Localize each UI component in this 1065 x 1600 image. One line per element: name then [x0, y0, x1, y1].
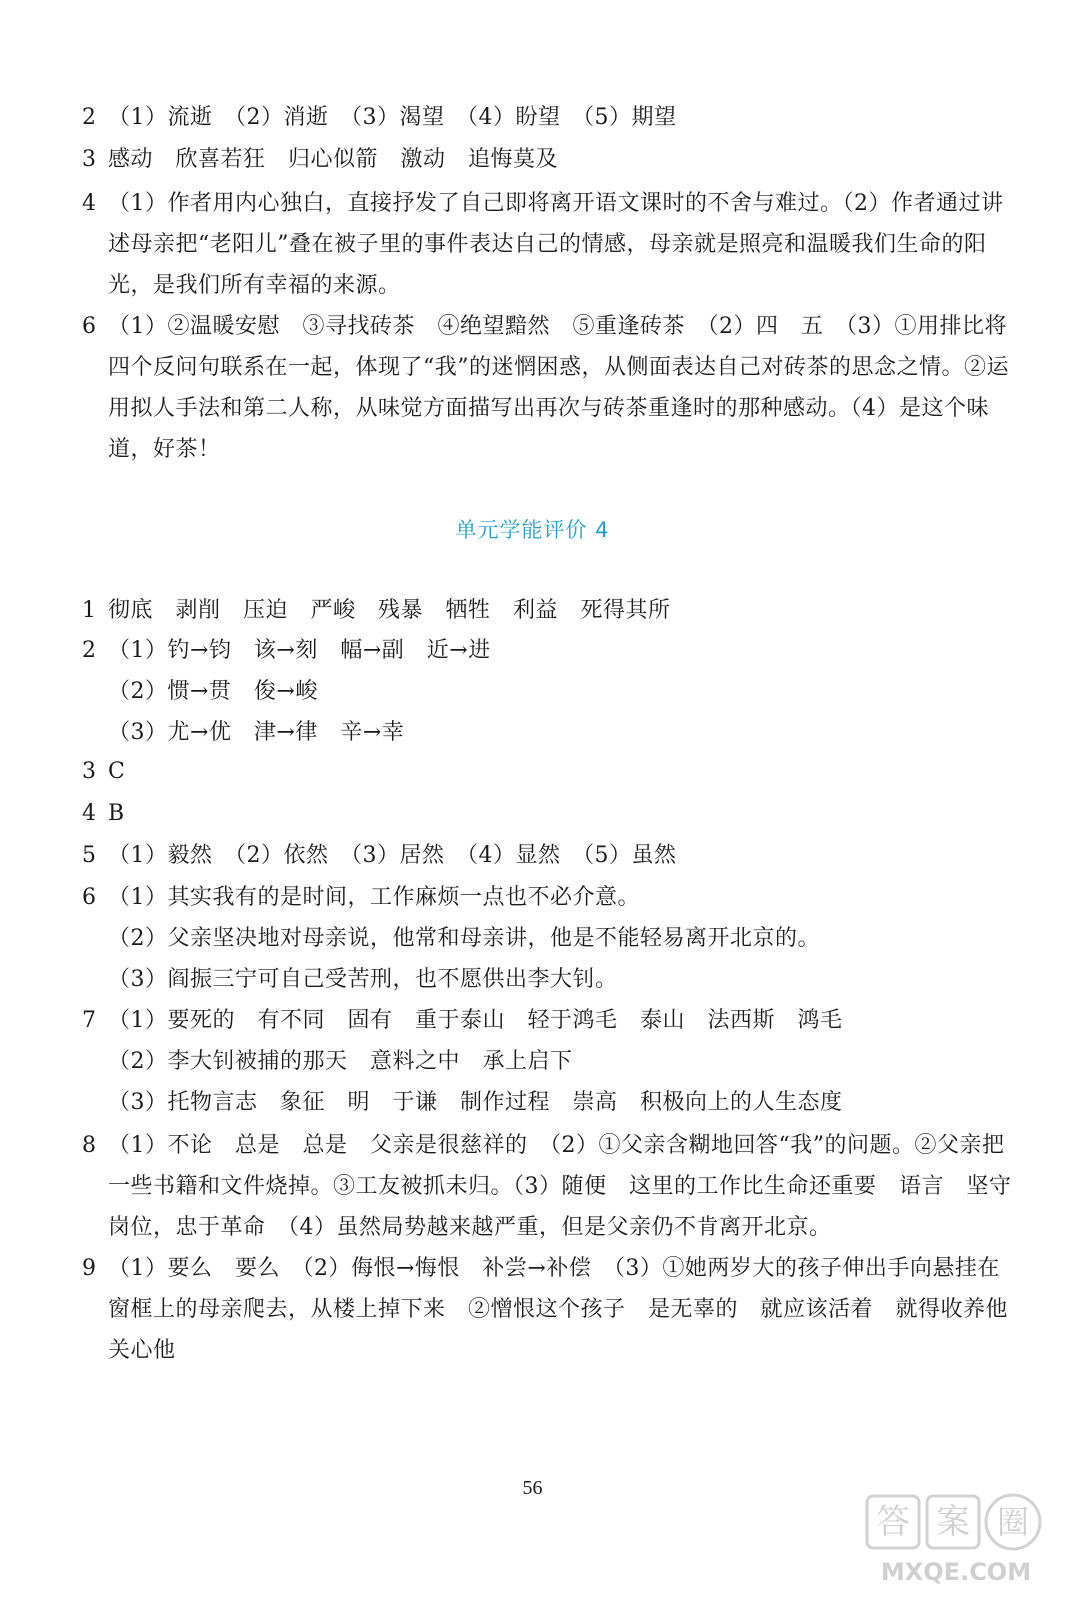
item-number: 7	[82, 1008, 97, 1033]
item-number: 6	[82, 314, 97, 339]
item-line: （1）其实我有的是时间，工作麻烦一点也不必介意。	[108, 885, 640, 910]
answer-item-4-top	[82, 183, 1022, 306]
item-line: （3）尤→优 津→律 辛→幸	[108, 720, 405, 745]
item-number: 4	[82, 801, 97, 826]
item-number: 6	[82, 885, 97, 910]
item-number: 5	[82, 843, 97, 868]
item-line: （2）惯→贯 俊→峻	[108, 679, 318, 704]
answer-item-4	[82, 793, 1022, 834]
item-line: （2）李大钊被捕的那天 意料之中 承上启下	[108, 1049, 573, 1074]
item-text: 感动 欣喜若狂 归心似箭 激动 追悔莫及	[108, 147, 559, 172]
item-text: （1）要么 要么 （2）侮恨→悔恨 补尝→补偿 （3）①她两岁大的孩子伸出手向悬挂在窗框上的母亲爬去，从楼上掉下来 ②憎恨这个孩子 是无辜的 就应该活着 就得收养他 关心他	[108, 1256, 1031, 1363]
svg-text:答: 答	[876, 1502, 910, 1542]
answer-item-8	[82, 1125, 1022, 1248]
answer-item-1	[82, 590, 1022, 631]
item-number: 1	[82, 598, 97, 623]
svg-text:案: 案	[936, 1502, 970, 1542]
item-text: C	[108, 759, 126, 784]
item-text: 彻底 剥削 压迫 严峻 残暴 牺牲 利益 死得其所	[108, 598, 671, 623]
item-number: 2	[82, 638, 97, 663]
item-text: （1）作者用内心独白，直接抒发了自己即将离开语文课时的不舍与难过。（2）作者通过讲述母亲把“老阳儿”叠在被子里的事件表达自己的情感，母亲就是照亮和温暖我们生命的阳光，是我们所有幸福的来源。	[108, 191, 1004, 298]
item-line: （1）要死的 有不同 固有 重于泰山 轻于鸿毛 泰山 法西斯 鸿毛	[108, 1008, 843, 1033]
item-number: 4	[82, 191, 97, 216]
item-line: （1）钓→钧 该→刻 幅→副 近→进	[108, 638, 491, 663]
svg-text:MXQE.COM: MXQE.COM	[880, 1558, 1032, 1586]
page-number: 56	[522, 1477, 543, 1499]
answer-item-9	[82, 1248, 1031, 1371]
item-number: 3	[82, 147, 97, 172]
item-text: （1）毅然 （2）依然 （3）居然 （4）显然 （5）虽然	[108, 843, 677, 868]
item-text: （1）不论 总是 总是 父亲是很慈祥的 （2）①父亲含糊地回答“我”的问题。②父亲把一些书籍和文件烧掉。③工友被抓未归。（3）随便 这里的工作比生命还重要 语言 坚守岗位，忠于革命 （4）虽然局势越来越严重，但是父亲仍不肯离开北京。	[108, 1133, 1012, 1240]
answer-item-3	[82, 751, 1022, 792]
answer-item-6-top	[82, 306, 1022, 470]
section-title: 单元学能评价 4	[455, 518, 610, 542]
answer-item-2-top	[82, 97, 1022, 138]
answer-item-2	[82, 630, 1022, 753]
item-text: B	[108, 801, 125, 826]
answer-item-5	[82, 835, 1022, 876]
item-line: （3）阎振三宁可自己受苦刑，也不愿供出李大钊。	[108, 967, 618, 992]
item-number: 9	[82, 1256, 97, 1281]
item-text: （1）②温暖安慰 ③寻找砖茶 ④绝望黯然 ⑤重逢砖茶 （2）四 五 （3）①用排比将四个反问句联系在一起，体现了“我”的迷惘困惑，从侧面表达自己对砖茶的思念之情。②运用拟人手法和第二人称，从味觉方面描写出再次与砖茶重逢时的那种感动。（4）是这个味道，好茶！	[108, 314, 1009, 462]
item-text: （1）流逝 （2）消逝 （3）渴望 （4）盼望 （5）期望	[108, 105, 677, 130]
watermark-logo	[861, 1490, 1051, 1590]
answer-item-3-top	[82, 139, 1022, 180]
svg-text:圈: 圈	[996, 1503, 1030, 1541]
item-number: 2	[82, 105, 97, 130]
answer-item-6	[82, 877, 1022, 1000]
item-number: 8	[82, 1133, 97, 1158]
item-line: （3）托物言志 象征 明 于谦 制作过程 崇高 积极向上的人生态度	[108, 1090, 843, 1115]
item-number: 3	[82, 759, 97, 784]
item-line: （2）父亲坚决地对母亲说，他常和母亲讲，他是不能轻易离开北京的。	[108, 926, 820, 951]
answer-item-7	[82, 1000, 1022, 1123]
